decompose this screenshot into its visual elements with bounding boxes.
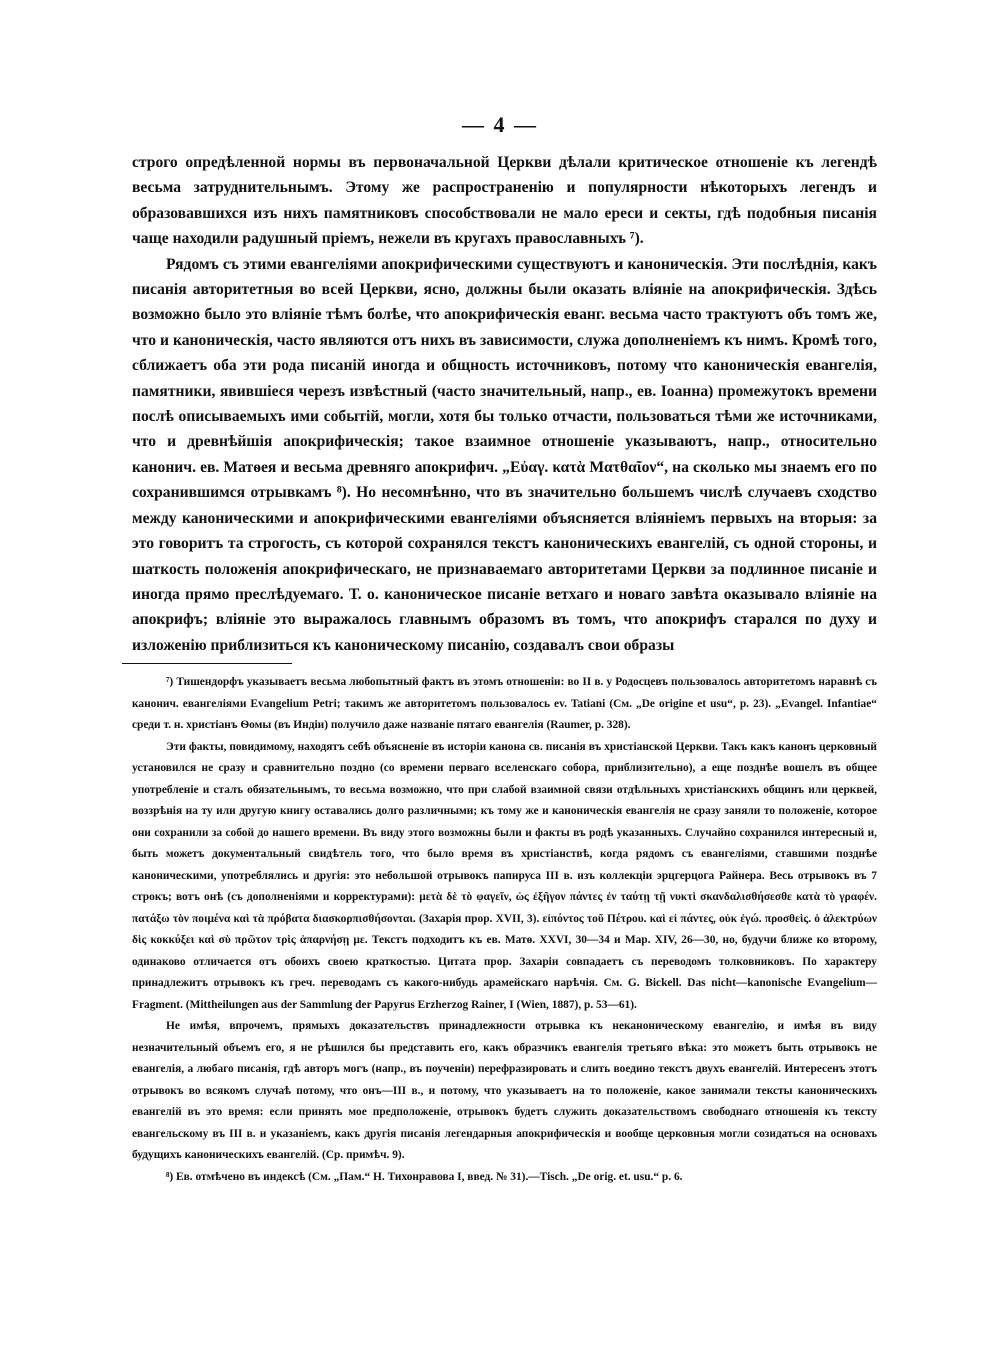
main-text bbox=[132, 150, 877, 658]
footnote-8: ⁸) Ев. отмѣчено въ индексѣ (См. „Пам.“ Н. Тихонравова I, введ. № 31).—Tisch. „De orig. et. usu.“ p. 6. bbox=[166, 1170, 683, 1183]
main-paragraph-1: строго опредѣленной нормы въ первоначальной Церкви дѣлали критическое отношеніе къ легендѣ весьма затруднительнымъ. Этому же распространенію и популярности нѣкоторыхъ легендъ и образовавшихся изъ нихъ памятниковъ способствовали не мало ереси и секты, гдѣ подобныя писанія чаще находили радушный пріемъ, нежели въ кругахъ православныхъ ⁷). bbox=[132, 154, 877, 248]
footnote-7-part-1: ⁷) Тишендорфъ указываетъ весьма любопытный фактъ въ этомъ отношеніи: во II в. у Родосцевъ пользовалось авторитетомъ наравнѣ съ канонич. евангеліями Evangelium Petri; такимъ же авторитетомъ пользовалось ev. Tatiani (См. „De origine et usu“, p. 23). „Evangel. Infantiae“ среди т. н. христіанъ Ѳомы (въ Индіи) получило даже названіе пятаго евангелія (Raumer, p. 328). bbox=[132, 676, 877, 731]
footnote-separator bbox=[122, 663, 292, 664]
footnote-7-part-3: Не имѣя, впрочемъ, прямыхъ доказательствъ принадлежности отрывка къ неканоническому евангелію, и имѣя въ виду незначительный объемъ его, я не рѣшился бы представить его, какъ образчикъ евангелія третьяго вѣка: это можетъ быть отрывокъ не евангелія, а любаго писанія, гдѣ авторъ могъ (напр., въ поученіи) перефразировать и слить воедино текстъ двухъ евангелій. Интересенъ этотъ отрывокъ во всякомъ случаѣ потому, что онъ—III в., и потому, что указываетъ на то положеніе, какое занимали тексты каноническихъ евангелій въ это время: если принять мое предположеніе, отрывокъ будетъ служить доказательствомъ свободнаго отношенія къ тексту евангельскому въ III в. и указаніемъ, какъ другія писанія легендарныя апокрифическія и вообще церковныя могли созидаться на основахъ будущихъ каноническихъ евангелій. (Ср. примѣч. 9). bbox=[132, 1020, 877, 1161]
page-number: — 4 — bbox=[462, 112, 538, 137]
footnotes bbox=[132, 672, 877, 1188]
main-paragraph-2: Рядомъ съ этими евангеліями апокрифическими существуютъ и каноническія. Эти послѣднія, какъ писанія авторитетныя во всей Церкви, ясно, должны были оказать вліяніе на апокрифическія. Здѣсь возможно было это вліяніе тѣмъ болѣе, что апокрифическія еванг. весьма часто трактуютъ объ томъ же, что и каноническія, часто являются отъ нихъ въ зависимости, служа дополненіемъ къ нимъ. Кромѣ того, сближаетъ оба эти рода писаній иногда и общность источниковъ, потому что каноническія евангелія, памятники, явившіеся черезъ извѣстный (часто значительный, напр., ев. Іоанна) промежутокъ времени послѣ описываемыхъ ими событій, могли, хотя бы только отчасти, пользоваться тѣми же источниками, что и древнѣйшія апокрифическія; такое взаимное отношеніе указываютъ, напр., относительно канонич. ев. Матѳея и весьма древняго апокрифич. „Εὐαγ. κατὰ Ματθαῖον“, на сколько мы знаемъ его по сохранившимся отрывкамъ ⁸). Но несомнѣнно, что въ значительно большемъ числѣ случаевъ сходство между каноническими и апокрифическими евангеліями объясняется вліяніемъ первыхъ на вторыя: за это говоритъ та строгость, съ которой сохранялся текстъ каноническихъ евангелій, съ одной стороны, и шаткость положенія апокрифическаго, не признаваемаго авторитетами Церкви за подлинное писаніе и иногда прямо преслѣдуемаго. Т. о. каноническое писаніе ветхаго и новаго завѣта оказывало вліяніе на апокрифъ; вліяніе это выражалось главнымъ образомъ въ томъ, что апокрифъ старался по духу и изложенію приблизиться къ каноническому писанію, создавалъ свои образы bbox=[132, 255, 877, 654]
footnote-7-part-2: Эти факты, повидимому, находятъ себѣ объясненіе въ исторіи канона св. писанія въ христіанской Церкви. Такъ какъ канонъ церковный установился не сразу и сравнительно поздно (со времени перваго вселенскаго собора, приблизительно), а еще позднѣе вошелъ въ общее употребленіе и сталъ обязательнымъ, то весьма возможно, что при слабой взаимной связи отдѣльныхъ христіанскихъ общинъ или церквей, воззрѣнія на ту или другую книгу оставались долго различными; къ тому же и каноническія евангелія не сразу заняли то положеніе, которое они сохранили за собой до нашего времени. Въ виду этого возможны были и факты въ родѣ указанныхъ. Случайно сохранился интересный и, быть можетъ документальный свидѣтель того, что было время въ христіанствѣ, когда рядомъ съ евангеліями, ставшими позднѣе каноническими, употреблялись и другія: это небольшой отрывокъ папируса III в. изъ коллекціи эрцгерцога Райнера. Весь отрывокъ въ 7 строкъ; вотъ онѣ (съ дополненіями и корректурами): μετὰ δὲ τὸ φαγεῖν, ὡς ἐξῆγον πάντες ἐν ταύτῃ τῇ νυκτὶ σκανδαλισθήσεσθε κατὰ τὸ γραφέν. πατάξω τὸν ποιμένα καὶ τὰ πρόβατα διασκορπισθήσονται. (Захарія прор. XVII, 3). εἰπόντος τοῦ Πέτρου. καὶ εἰ πάντες, οὐκ ἐγώ. προσθεὶς. ὁ ἀλεκτρύων δὶς κοκκύξει καὶ σὺ πρῶτον τρὶς ἀπαρνήσῃ με. Текстъ подходитъ къ ев. Матѳ. XXVI, 30—34 и Мар. XIV, 26—30, но, будучи ближе ко второму, одинаково отличается отъ обоихъ своею краткостью. Цитата прор. Захаріи совпадаетъ съ переводомъ толковниковъ. По характеру принадлежитъ отрывокъ къ греч. переводамъ съ какого-нибудь арамейскаго нарѣчія. См. G. Bickell. Das nicht—kanonische Evangelium—Fragment. (Mittheilungen aus der Sammlung der Papyrus Erzherzog Rainer, I (Wien, 1887), p. 53—61). bbox=[132, 740, 877, 1011]
